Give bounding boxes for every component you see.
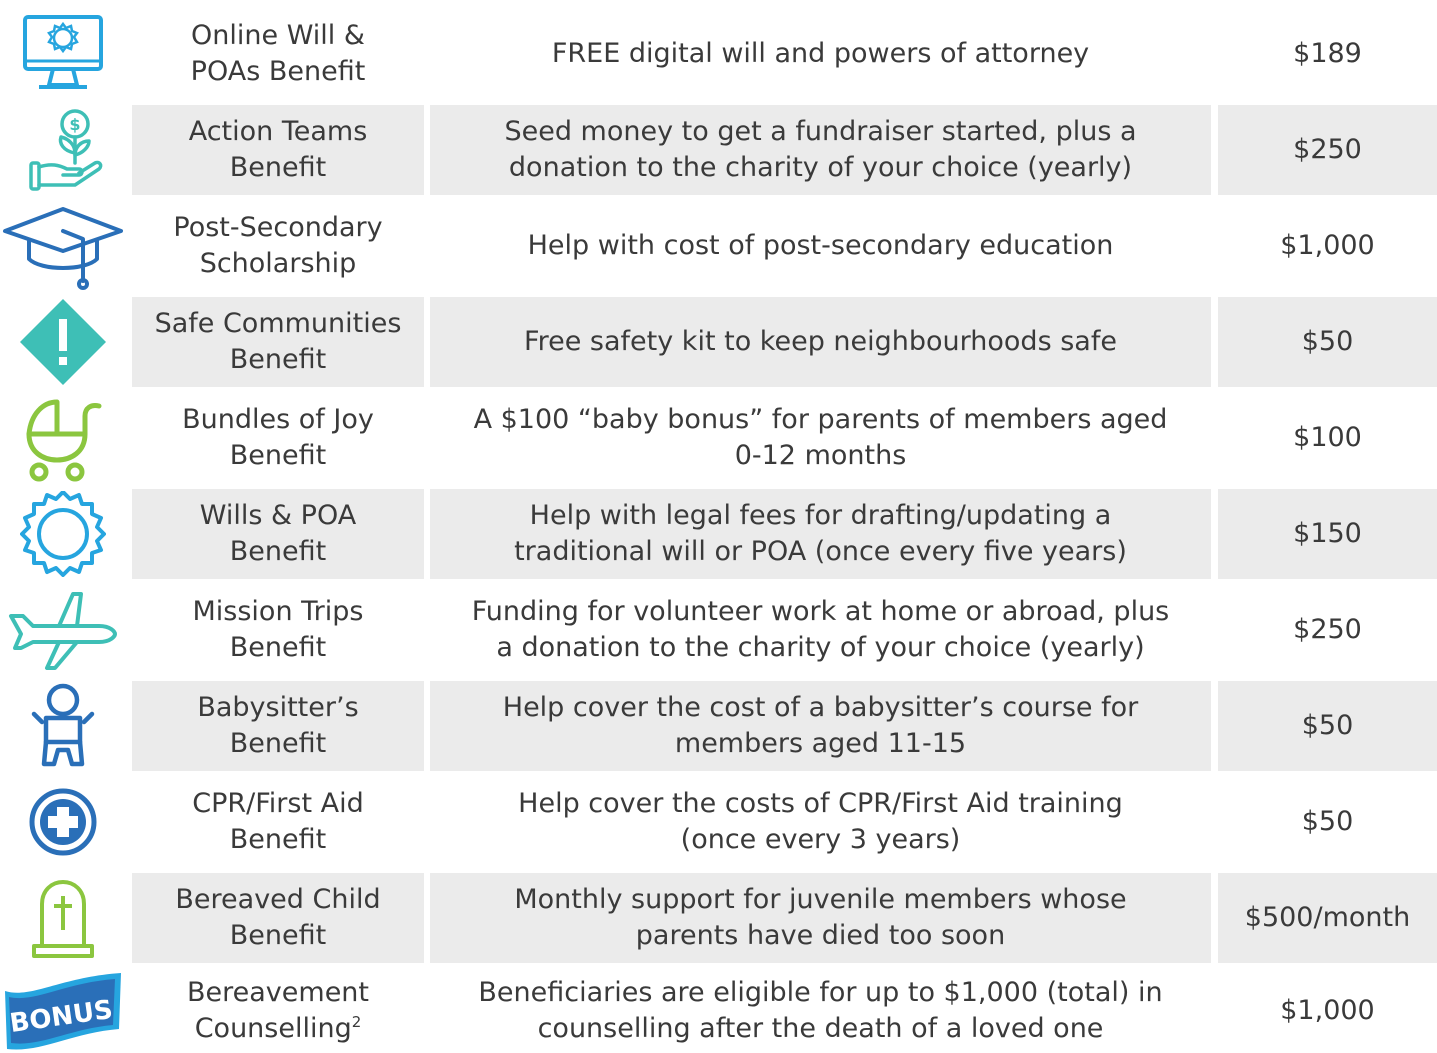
benefit-description — [430, 681, 1211, 771]
benefit-name-line: Benefit — [229, 536, 327, 567]
benefit-name — [132, 873, 424, 963]
benefit-amount: $250 — [1218, 585, 1437, 675]
bonus-banner-icon — [0, 969, 125, 1053]
benefit-description-line: donation to the charity of your choice (yearly) — [508, 152, 1133, 183]
benefit-name-line: Action Teams — [188, 116, 368, 147]
benefit-description — [430, 969, 1211, 1053]
benefit-amount: $250 — [1218, 105, 1437, 195]
footnote-marker: 2 — [351, 1013, 362, 1031]
table-row — [0, 681, 1437, 771]
benefit-description — [430, 873, 1211, 963]
table-row — [0, 969, 1437, 1053]
benefit-description-line: Beneficiaries are eligible for up to $1,000 (total) in — [478, 977, 1163, 1008]
benefit-name-line: Scholarship — [199, 248, 357, 279]
airplane-icon — [0, 585, 125, 675]
table-row — [0, 201, 1437, 291]
benefit-description-line: FREE digital will and powers of attorney — [551, 38, 1090, 69]
computer-monitor-icon — [0, 9, 125, 99]
benefit-name-line: Post-Secondary — [173, 212, 383, 243]
benefit-name — [132, 969, 424, 1053]
warning-diamond-icon — [0, 297, 125, 387]
benefit-description — [430, 777, 1211, 867]
benefit-name — [132, 681, 424, 771]
benefit-description — [430, 393, 1211, 483]
benefit-name-line: Benefit — [229, 152, 327, 183]
benefit-amount: $50 — [1218, 777, 1437, 867]
benefit-name — [132, 9, 424, 99]
benefit-description-line: counselling after the death of a loved one — [537, 1013, 1104, 1044]
benefit-name-line: Benefit — [229, 632, 327, 663]
gravestone-icon — [0, 873, 125, 963]
benefit-description-line: Help with cost of post-secondary education — [527, 230, 1114, 261]
benefit-name-line: Benefit — [229, 920, 327, 951]
benefit-description-line: Help with legal fees for drafting/updating a — [529, 500, 1112, 531]
benefit-description-line: Seed money to get a fundraiser started, plus a — [504, 116, 1137, 147]
benefit-name-line: CPR/First Aid — [192, 788, 364, 819]
benefit-description-line: Free safety kit to keep neighbourhoods safe — [524, 326, 1117, 357]
benefit-name-line: Benefit — [229, 440, 327, 471]
bonus-banner-text: BONUS — [7, 994, 115, 1040]
benefit-amount: $50 — [1218, 681, 1437, 771]
hand-money-plant-icon — [0, 105, 125, 195]
benefit-name-line: Wills & POA — [199, 500, 357, 531]
seal-badge-icon — [0, 489, 125, 579]
benefit-description-line: members aged 11-15 — [674, 728, 967, 759]
medical-cross-icon — [0, 777, 125, 867]
benefit-description-line: 0-12 months — [734, 440, 907, 471]
benefit-name — [132, 777, 424, 867]
benefit-name-line: POAs Benefit — [190, 56, 366, 87]
benefit-amount: $1,000 — [1218, 201, 1437, 291]
benefit-amount: $100 — [1218, 393, 1437, 483]
benefit-description — [430, 9, 1211, 99]
benefit-description-line: parents have died too soon — [635, 920, 1006, 951]
benefit-amount: $500/month — [1218, 873, 1437, 963]
benefit-amount: $50 — [1218, 297, 1437, 387]
benefits-table — [0, 9, 1437, 1053]
benefit-name-line: Benefit — [229, 728, 327, 759]
benefit-description-line: Funding for volunteer work at home or abroad, plus — [471, 596, 1170, 627]
table-row — [0, 297, 1437, 387]
benefit-amount: $1,000 — [1218, 969, 1437, 1053]
table-row — [0, 393, 1437, 483]
benefit-name-line: Babysitter’s — [197, 692, 359, 723]
benefit-name-line: Safe Communities — [154, 308, 402, 339]
benefit-name-line: Benefit — [229, 344, 327, 375]
benefit-name-line: Benefit — [229, 824, 327, 855]
benefit-description-line: A $100 “baby bonus” for parents of members aged — [473, 404, 1168, 435]
table-row — [0, 489, 1437, 579]
benefit-name-line: Counselling — [194, 1013, 352, 1044]
benefit-description — [430, 585, 1211, 675]
svg-text:$: $ — [68, 115, 81, 134]
table-row — [0, 585, 1437, 675]
benefit-description — [430, 297, 1211, 387]
benefit-name-line: Bundles of Joy — [182, 404, 374, 435]
benefit-name — [132, 105, 424, 195]
benefit-description-line: (once every 3 years) — [680, 824, 961, 855]
benefit-name — [132, 393, 424, 483]
benefit-name-line: Bereavement — [187, 977, 369, 1008]
benefit-name — [132, 201, 424, 291]
benefit-name — [132, 585, 424, 675]
benefit-description-line: Help cover the cost of a babysitter’s course for — [502, 692, 1139, 723]
table-row — [0, 9, 1437, 99]
benefit-amount: $189 — [1218, 9, 1437, 99]
benefit-description — [430, 201, 1211, 291]
table-row — [0, 873, 1437, 963]
benefit-description — [430, 105, 1211, 195]
benefit-name-line: Bereaved Child — [175, 884, 381, 915]
benefit-name-line: Mission Trips — [192, 596, 364, 627]
table-row — [0, 777, 1437, 867]
graduation-cap-icon — [0, 201, 125, 291]
benefit-description-line: a donation to the charity of your choice (yearly) — [496, 632, 1145, 663]
benefit-description-line: traditional will or POA (once every five years) — [514, 536, 1127, 567]
baby-icon — [0, 681, 125, 771]
baby-stroller-icon — [0, 393, 125, 483]
benefit-name-line: Online Will & — [191, 20, 365, 51]
benefit-amount: $150 — [1218, 489, 1437, 579]
benefit-name — [132, 489, 424, 579]
benefit-description-line: Help cover the costs of CPR/First Aid training — [518, 788, 1123, 819]
benefit-name — [132, 297, 424, 387]
benefit-description — [430, 489, 1211, 579]
benefit-description-line: Monthly support for juvenile members whose — [514, 884, 1127, 915]
table-row — [0, 105, 1437, 195]
